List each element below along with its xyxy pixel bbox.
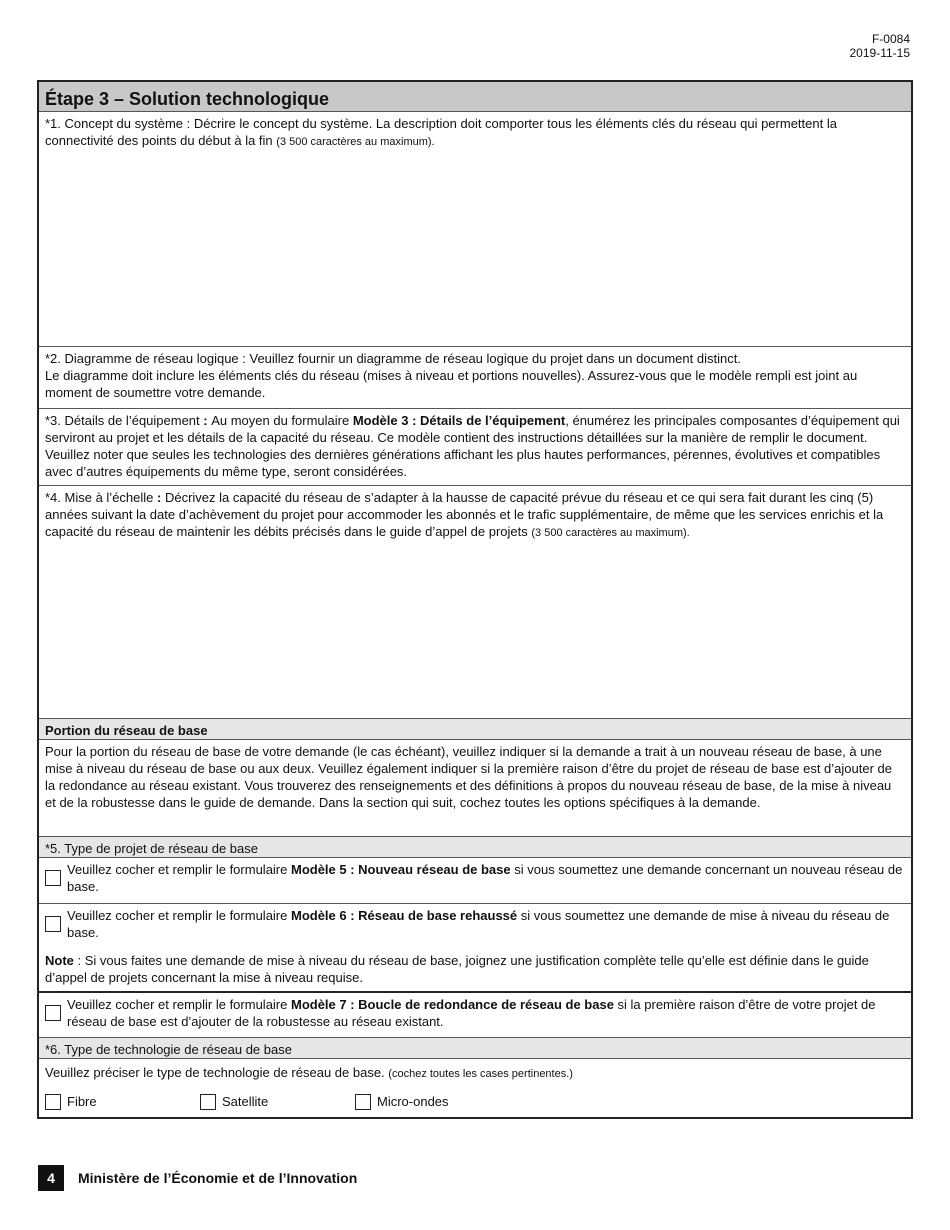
ministry-name: Ministère de l’Économie et de l’Innovation (78, 1170, 358, 1186)
tech-option-satellite[interactable] (200, 1093, 355, 1110)
q5-option-new-backbone (39, 858, 911, 904)
form-date: 2019-11-15 (849, 46, 910, 60)
opt3-template: Modèle 7 : Boucle de redondance de réseau de base (290, 997, 614, 1012)
page-footer (38, 1165, 357, 1191)
q6-heading: *6. Type de technologie de réseau de base (39, 1038, 911, 1059)
q6-technology (39, 1059, 911, 1117)
q6-note: (cochez toutes les cases pertinentes.) (388, 1068, 573, 1080)
tech-option-fibre[interactable] (45, 1093, 200, 1110)
satellite-checkbox[interactable] (200, 1094, 216, 1110)
form-code: F-0084 (871, 32, 910, 46)
q4-scalability[interactable] (39, 486, 911, 719)
q3-equipment-details (39, 409, 911, 486)
fibre-checkbox[interactable] (45, 1094, 61, 1110)
backbone-description: Pour la portion du réseau de base de votre demande (le cas échéant), veuillez indiquer si la demande a trait à un nouveau réseau de base, à une mise à niveau du réseau de base ou aux deux. Veuillez également indiquer si la première raison d’être du projet de réseau de base est d’ajouter de la redondance au réseau existant. Vous trouverez des renseignements et des définitions à propos du nouveau réseau de base, de la mise à niveau et de la robustesse dans le guide de demande. Dans la section qui suit, cochez toutes les options spécifiques à la demande. (39, 740, 911, 837)
opt2-text (67, 907, 905, 941)
backbone-heading: Portion du réseau de base (39, 719, 911, 740)
form-section (37, 80, 913, 1119)
q5-option-upgrade (39, 904, 911, 993)
q4-note: (3 500 caractères au maximum). (531, 527, 690, 539)
q3-post: , énumérez les principales composantes d’équipement qui serviront au projet et les détails de la capacité du réseau. Ce modèle contient des instructions détaillées sur la manière de remplir le document. Veuillez noter que seules les technologies des dernières générations affichant les plus hautes performances, pérennes, évolutives et compatibles avec d’autres équipements du même type, seront considérées. (45, 413, 900, 479)
q3-pre: *3. Détails de l’équipement (45, 413, 200, 428)
q3-template-name: Modèle 3 : Détails de l’équipement (352, 413, 566, 428)
opt2-pre: Veuillez cocher et remplir le formulaire (67, 908, 291, 923)
page-number: 4 (38, 1165, 64, 1191)
note-text: : Si vous faites une demande de mise à niveau du réseau de base, joignez une justification complète telle qu’elle est définie dans le guide d’appel de projets concernant la mise à niveau requise. (45, 953, 869, 985)
microwave-checkbox[interactable] (355, 1094, 371, 1110)
note-label: Note (45, 953, 74, 968)
opt3-pre: Veuillez cocher et remplir le formulaire (67, 997, 291, 1012)
q1-system-concept[interactable] (39, 112, 911, 347)
q6-instructions (45, 1064, 905, 1083)
upgrade-note (45, 952, 905, 986)
q2-network-diagram (39, 347, 911, 409)
opt2-template: Modèle 6 : Réseau de base rehaussé (290, 908, 518, 923)
q4-colon: : (153, 490, 165, 505)
opt2-post: si vous soumettez une demande de mise à niveau du réseau de base. (67, 908, 890, 940)
opt1-post: si vous soumettez une demande concernant un nouveau réseau de base. (67, 862, 903, 894)
satellite-label: Satellite (222, 1094, 269, 1109)
opt1-text (67, 861, 905, 895)
tech-option-microwave[interactable] (355, 1093, 449, 1110)
opt3-post: si la première raison d’être de votre projet de réseau de base est d’ajouter de la robustesse au réseau existant. (67, 997, 876, 1029)
q3-colon: : (199, 413, 212, 428)
fibre-label: Fibre (67, 1094, 97, 1109)
q2-line1: *2. Diagramme de réseau logique : Veuillez fournir un diagramme de réseau logique du projet dans un document distinct. (45, 351, 741, 366)
opt1-template: Modèle 5 : Nouveau réseau de base (290, 862, 511, 877)
q4-pre: *4. Mise à l’échelle (45, 490, 154, 505)
q6-text: Veuillez préciser le type de technologie de réseau de base. (45, 1065, 385, 1080)
tech-options (45, 1093, 905, 1110)
q4-text: Décrivez la capacité du réseau de s’adapter à la hausse de capacité prévue du réseau et ce qui sera fait durant les cinq (5) années suivant la date d’achèvement du projet pour accommoder les abonnés et le trafic supplémentaire, de même que les services enrichis et la capacité du réseau de maintenir les débits précisés dans le guide d’appel de projets (45, 490, 884, 539)
q1-text: *1. Concept du système : Décrire le concept du système. La description doit comporter tous les éléments clés du réseau qui permettent la connectivité des points du début à la fin (45, 116, 837, 148)
upgrade-backbone-checkbox[interactable] (45, 916, 61, 932)
opt2-row (45, 907, 905, 941)
opt1-pre: Veuillez cocher et remplir le formulaire (67, 862, 291, 877)
section-title: Étape 3 – Solution technologique (39, 82, 911, 112)
q1-note: (3 500 caractères au maximum). (276, 136, 435, 148)
q3-mid: Au moyen du formulaire (211, 413, 353, 428)
opt3-text (67, 996, 905, 1030)
q5-option-redundancy (39, 993, 911, 1038)
redundancy-checkbox[interactable] (45, 1005, 61, 1021)
microwave-label: Micro-ondes (377, 1094, 449, 1109)
form-code-block (850, 32, 911, 60)
q2-line2: Le diagramme doit inclure les éléments clés du réseau (mises à niveau et portions nouvelles). Assurez-vous que le modèle rempli est joint au moment de soumettre votre demande. (45, 368, 858, 400)
q5-heading: *5. Type de projet de réseau de base (39, 837, 911, 858)
new-backbone-checkbox[interactable] (45, 870, 61, 886)
